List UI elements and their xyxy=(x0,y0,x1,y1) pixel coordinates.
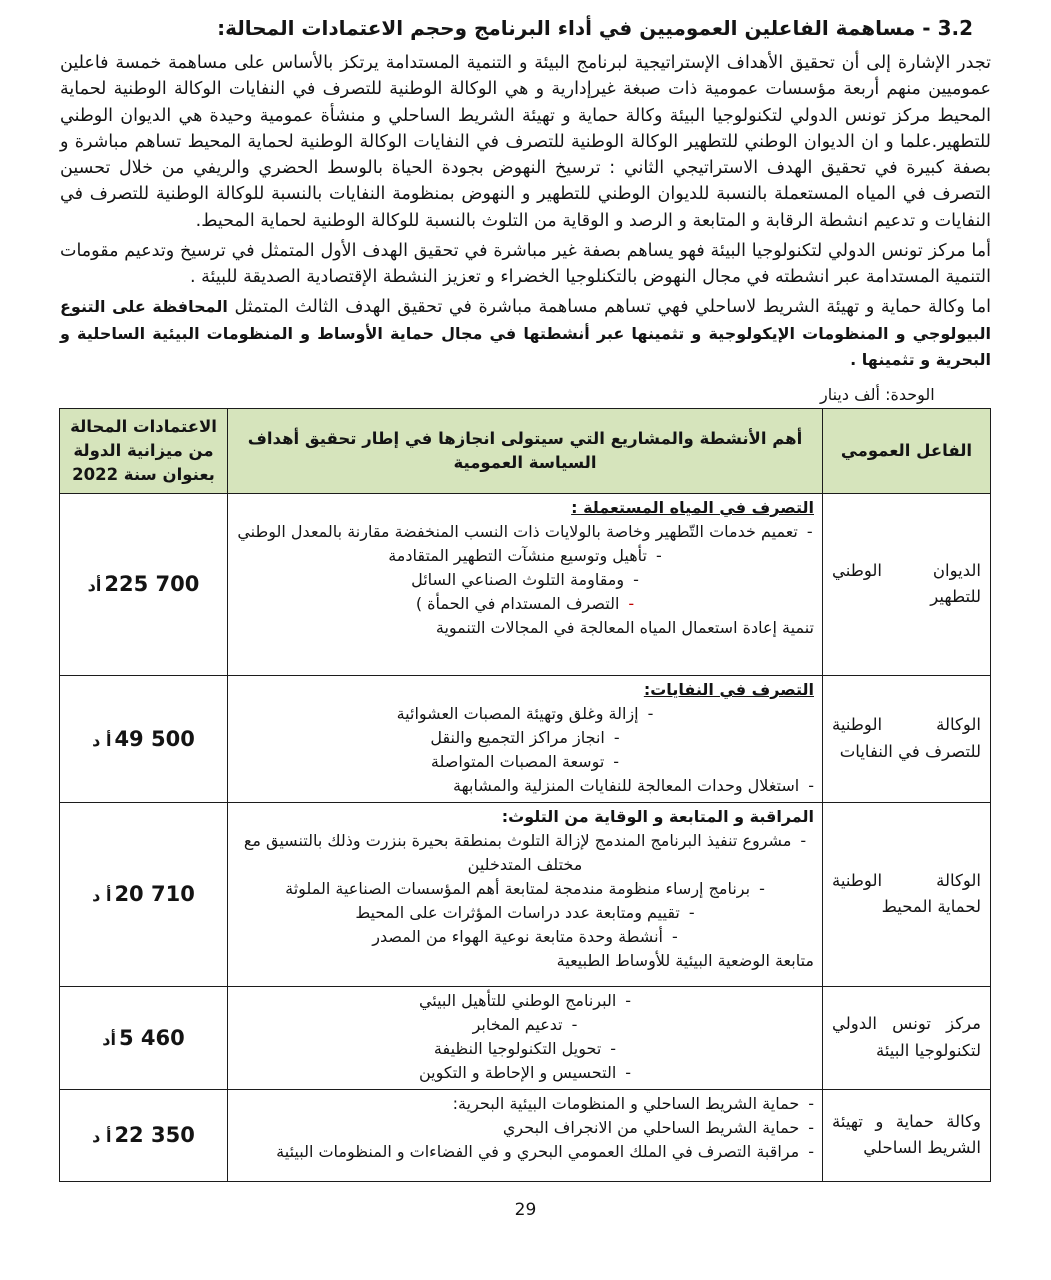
activity-item xyxy=(236,592,814,616)
activity-item-text: مشروع تنفيذ البرنامج المندمج لإزالة التلوث بمنطقة بحيرة بنزرت وذلك بالتنسيق مع مختلف المتدخلين xyxy=(243,830,792,874)
activity-item xyxy=(236,1061,814,1085)
dash-bullet: - xyxy=(613,727,620,747)
actor-name: مركز تونس الدولي لتكنولوجيا البيئة xyxy=(832,1014,981,1060)
dash-bullet: - xyxy=(571,1014,578,1034)
activity-item xyxy=(236,1116,814,1140)
activity-item-text: تأهيل وتوسيع منشآت التطهير المتقادمة xyxy=(388,545,648,565)
table-row xyxy=(60,802,991,986)
activity-item-text: البرنامج الوطني للتأهيل البيئي xyxy=(418,990,617,1010)
activity-item xyxy=(236,877,814,901)
credits-amount: 22 350 xyxy=(114,1123,195,1148)
actor-cell xyxy=(823,675,991,802)
dash-bullet: - xyxy=(671,926,678,946)
dash-bullet: - xyxy=(808,1117,814,1137)
dash-bullet: - xyxy=(625,1062,632,1082)
credits-amount: 49 500 xyxy=(114,726,195,751)
activity-item xyxy=(236,1092,814,1116)
credits-amount: 5 460 xyxy=(118,1025,185,1050)
credits-unit: أد xyxy=(87,576,102,596)
credits-unit: أ د xyxy=(92,886,112,906)
activity-item xyxy=(236,568,814,592)
table-row xyxy=(60,1089,991,1181)
activity-item xyxy=(236,774,814,798)
activity-item-text: توسعة المصبات المتواصلة xyxy=(430,751,605,771)
activities-cell xyxy=(228,986,823,1089)
dash-bullet: - xyxy=(808,775,814,795)
table-row xyxy=(60,675,991,802)
activity-item xyxy=(236,925,814,949)
column-header-credits: الاعتمادات المحالة من ميزانية الدولة بعنوان سنة 2022 xyxy=(60,409,228,494)
activity-item-text: برنامج إرساء منظومة مندمجة لمتابعة أهم المؤسسات الصناعية الملوثة xyxy=(285,878,751,898)
dash-bullet: - xyxy=(656,545,662,565)
activity-item-text: حماية الشريط الساحلي و المنظومات البيئية البحرية: xyxy=(452,1093,800,1113)
actor-cell xyxy=(823,986,991,1089)
credits-cell xyxy=(60,1089,228,1181)
actor-cell xyxy=(823,802,991,986)
dash-bullet: - xyxy=(808,1141,814,1161)
table-row xyxy=(60,986,991,1089)
activity-item xyxy=(236,544,814,568)
activity-item xyxy=(236,520,814,544)
credits-amount: 225 700 xyxy=(104,572,200,597)
credits-unit: أ د xyxy=(92,730,112,750)
dash-bullet: - xyxy=(806,521,813,541)
paragraph-1: تجدر الإشارة إلى أن تحقيق الأهداف الإستراتيجية لبرنامج البيئة و التنمية المستدامة يرتكز بالأساس على مساهمة خمسة فاعلين عموميين منهم أربعة مؤسسات عمومية ذات صبغة غيرإدارية و هي الوكالة الوطنية للتصرف في النفايات الوكالة الوطنية لحماية المحيط مركز تونس الدولي لتكنولوجيا البيئة وكالة حماية و تهيئة الشريط الساحلي و منشأة عمومية وحيدة هي الديوان الوطني للتطهير.علما و ان الديوان الوطني للتطهير الوكالة الوطنية للتصرف في النفايات الوكالة الوطنية لحماية المحيط تساهم مباشرة و بصفة كبيرة في تحقيق الهدف الاستراتيجي الثاني : ترسيخ النهوض بجودة الحياة بالوسط الحضري والريفي من خلال تحسين التصرف في المياه المستعملة بالنسبة للديوان الوطني للتطهير و النهوض بمنظومة النفايات بالنسبة للوكالة الوطنية للتصرف في النفايات و تدعيم انشطة الرقابة و المتابعة و الرصد و الوقاية من التلوث بالنسبة للوكالة الوطنية لحماية المحيط. xyxy=(60,53,991,231)
credits-unit: أ د xyxy=(92,1127,112,1147)
activity-item xyxy=(236,901,814,925)
actor-cell xyxy=(823,493,991,675)
unit-label: الوحدة: ألف دينار xyxy=(820,385,935,404)
dash-bullet: - xyxy=(647,703,654,723)
credits-unit: أد xyxy=(102,1029,116,1049)
activity-item xyxy=(236,702,814,726)
activity-item xyxy=(236,1140,814,1164)
actor-cell xyxy=(823,1089,991,1181)
activity-item xyxy=(236,726,814,750)
activity-item-text: انجاز مراكز التجميع والنقل xyxy=(430,727,605,747)
actor-name: الوكالة الوطنية للتصرف في النفايات xyxy=(832,715,981,761)
column-header-actor: الفاعل العمومي xyxy=(823,409,991,494)
credits-cell xyxy=(60,493,228,675)
page-number: 29 xyxy=(514,1199,537,1220)
dash-bullet: - xyxy=(688,902,695,922)
table-row xyxy=(60,493,991,675)
activity-item xyxy=(236,1013,814,1037)
credits-cell xyxy=(60,986,228,1089)
dash-bullet: - xyxy=(759,878,765,898)
activities-cell xyxy=(228,493,823,675)
section-title: 3.2 - مساهمة الفاعلين العموميين في أداء البرنامج وحجم الاعتمادات المحالة: xyxy=(217,16,973,40)
activity-item xyxy=(236,1037,814,1061)
activity-item-text: تحويل التكنولوجيا النظيفة xyxy=(433,1038,602,1058)
activity-item-text: التصرف المستدام في الحمأة ) xyxy=(415,593,620,613)
dash-bullet: - xyxy=(625,990,632,1010)
credits-cell xyxy=(60,802,228,986)
activity-item xyxy=(236,989,814,1013)
activities-heading: التصرف في المياه المستعملة : xyxy=(571,497,814,517)
credits-cell xyxy=(60,675,228,802)
activity-item-text: تدعيم المخابر xyxy=(472,1014,563,1034)
actor-name: الديوان الوطني للتطهير xyxy=(832,560,981,607)
activity-item xyxy=(236,750,814,774)
activity-item-text: استغلال وحدات المعالجة للنفايات المنزلية والمشابهة xyxy=(453,775,800,795)
activity-item-text: مراقبة التصرف في الملك العمومي البحري و في الفضاءات و المنظومات البيئية xyxy=(276,1141,800,1161)
activities-cell xyxy=(228,802,823,986)
actor-name: وكالة حماية و تهيئة الشريط الساحلي xyxy=(832,1111,981,1158)
paragraph-3 xyxy=(60,294,991,373)
paragraph-3-normal-run: اما وكالة حماية و تهيئة الشريط لاساحلي فهي تساهم مساهمة مباشرة في تحقيق الهدف الثالث المتمثل xyxy=(227,297,991,318)
activity-item xyxy=(236,829,814,877)
activity-trailing-line: متابعة الوضعية البيئية للأوساط الطبيعية xyxy=(556,950,814,970)
activities-heading: التصرف في النفايات: xyxy=(643,679,814,699)
dash-bullet: - xyxy=(808,1093,814,1113)
activity-item-text: تقييم ومتابعة عدد دراسات المؤثرات على المحيط xyxy=(355,902,680,922)
activity-item-text: أنشطة وحدة متابعة نوعية الهواء من المصدر xyxy=(372,926,663,946)
activities-cell xyxy=(228,1089,823,1181)
credits-amount: 20 710 xyxy=(114,882,195,907)
activities-heading: المراقبة و المتابعة و الوقاية من التلوث: xyxy=(501,806,814,826)
public-actors-table xyxy=(59,408,991,1182)
table-body xyxy=(60,493,991,1181)
dash-bullet: - xyxy=(800,830,807,850)
paragraph-3-bold-run: المحافظة على التنوع البيولوجي و المنظومات الإيكولوجية و تثمينها عبر أنشطتها في مجال حماية الأوساط و المنظومات البيئية الساحلية و البحرية و تثمينها . xyxy=(60,297,991,369)
paragraph-2: أما مركز تونس الدولي لتكنولوجيا البيئة فهو يساهم بصفة غير مباشرة في تحقيق الهدف الأول المتمثل في ترسيخ وتدعيم مقومات التنمية المستدامة عبر انشطته في مجال النهوض بالتكنلوجيا الخضراء و تعزيز النشطة الإقتصادية الصديقة للبيئة . xyxy=(60,240,991,287)
dash-bullet: - xyxy=(628,593,635,613)
activity-item-text: ومقاومة التلوث الصناعي السائل xyxy=(411,569,625,589)
activity-item-text: تعميم خدمات التّطهير وخاصة بالولايات ذات النسب المنخفضة مقارنة بالمعدل الوطني xyxy=(237,521,798,541)
activities-cell xyxy=(228,675,823,802)
dash-bullet: - xyxy=(633,569,639,589)
activity-item-text: إزالة وغلق وتهيئة المصبات العشوائية xyxy=(396,703,639,723)
activity-item-text: حماية الشريط الساحلي من الانجراف البحري xyxy=(502,1117,800,1137)
dash-bullet: - xyxy=(613,751,620,771)
column-header-activities: أهم الأنشطة والمشاريع التي سيتولى انجازها في إطار تحقيق أهداف السياسة العمومية xyxy=(228,409,823,494)
dash-bullet: - xyxy=(610,1038,617,1058)
activity-trailing-line: تنمية إعادة استعمال المياه المعالجة في المجالات التنموية xyxy=(435,617,814,637)
table-header-row xyxy=(60,409,991,494)
activity-item-text: التحسيس و الإحاطة و التكوين xyxy=(418,1062,617,1082)
actor-name: الوكالة الوطنية لحماية المحيط xyxy=(832,870,981,917)
